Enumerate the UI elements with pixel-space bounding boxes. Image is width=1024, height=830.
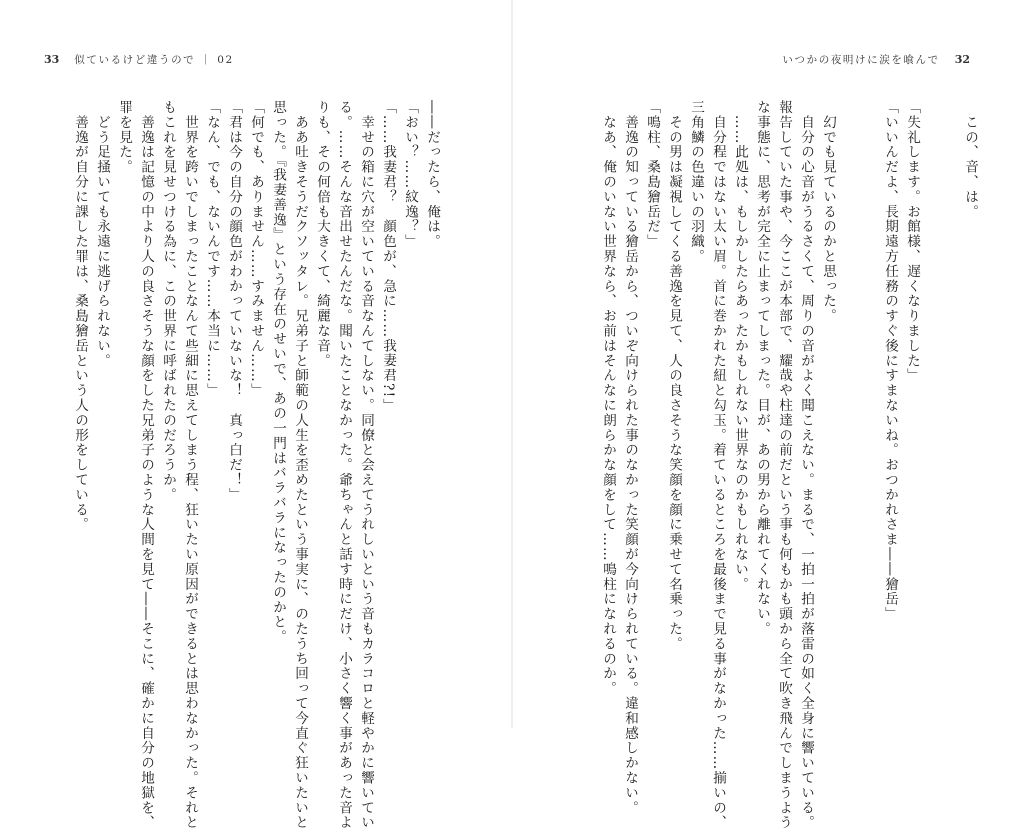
text-column: な事態に、思考が完全に止まってしまった。目が、あの男から離れてくれない。 xyxy=(754,100,770,637)
text-column: 思った。『我妻善逸』という存在のせいで、あの一門はバラバラになったのかと。 xyxy=(270,100,286,645)
text-column: 報告していた事や、今ここが本部で、耀哉や柱達の前だという事も何もかも頭から全て吹き飛んでしまうよう xyxy=(776,100,792,830)
text-column: 「鳴柱、桑島獪岳だ」 xyxy=(644,100,660,249)
text-column: 「……我妻君？ 顔色が、急に……我妻君?!」 xyxy=(380,100,396,414)
text-column: 「失礼します。お館様、遅くなりました」 xyxy=(904,100,920,384)
text-column: もこれを見せつける為に、この世界に呼ばれたのだろうか。 xyxy=(160,100,176,503)
text-column: この、音、は。 xyxy=(962,100,978,220)
text-column: 「いいんだよ、長期遠方任務のすぐ後にすまないね。おつかれさま――獪岳」 xyxy=(882,100,898,622)
text-column: なあ、俺のいない世界なら、お前はそんなに朗らかな顔をして……鳴柱になれるのか。 xyxy=(600,100,616,696)
text-column: ……此処は、もしかしたらあったかもしれない世界なのかもしれない。 xyxy=(732,100,748,592)
text-column: 善逸は記憶の中より人の良さそうな顔をした兄弟子のような人間を見て――そこに、確かに自分の地獄を、 xyxy=(138,100,154,830)
right-running-title: いつかの夜明けに涙を喰んで xyxy=(782,54,940,66)
left-page-header xyxy=(34,52,234,67)
text-column: ――だったら、俺は。 xyxy=(424,100,440,249)
text-column: 幻でも見ているのかと思った。 xyxy=(820,100,836,324)
text-column: 自分程ではない太い眉。首に巻かれた紐と勾玉。着ているところを最後まで見る事がなかった……揃いの、 xyxy=(710,100,726,830)
page-gutter xyxy=(511,0,513,728)
text-column: 「君は今の自分の顔色がわかっていないな！ 真っ白だ！」 xyxy=(226,100,242,503)
left-running-title: 似ているけど違うので ｜ 02 xyxy=(74,54,234,66)
text-column: 「なん、でも、ないんです……本当に……」 xyxy=(204,100,220,398)
text-column: 幸せの箱に穴が空いている音なんてしない。同僚と会えてうれしいという音もカラコロと軽やかに響いてい xyxy=(358,100,374,830)
text-column: 善逸が自分に課した罪は、桑島獪岳という人の形をしている。 xyxy=(72,100,88,533)
right-page-header xyxy=(782,52,980,67)
text-column: ああ吐きそうだクソッタレ。兄弟子と師範の人生を歪めたという事実に、のたうち回って今直ぐ狂いたいと xyxy=(292,100,308,830)
text-column: 自分の心音がうるさくて、周りの音がよく聞こえない。まるで、一拍一拍が落雷の如く全身に響いている。 xyxy=(798,100,814,830)
text-column: 「おい？……紋逸？」 xyxy=(402,100,418,249)
text-column: 世界を跨いでしまったことなんて些細に思えてしまう程、狂いたい原因ができるとは思わなかった。それと xyxy=(182,100,198,830)
text-column: 善逸の知っている獪岳から、ついぞ向けられた事のなかった笑顔が今向けられている。違和感しかない。 xyxy=(622,100,638,816)
text-column: どう足掻いても永遠に逃げられない。 xyxy=(94,100,110,369)
text-column: 三角鱗の色違いの羽織。 xyxy=(688,100,704,264)
text-column: 罪を見た。 xyxy=(116,100,132,175)
text-column: その男は凝視してくる善逸を見て、人の良さそうな笑顔を顔に乗せて名乗った。 xyxy=(666,100,682,652)
text-column: 「何でも、ありません……すみません……」 xyxy=(248,100,264,398)
text-column: る。……そんな音出せたんだな。聞いたことなかった。爺ちゃんと話す時にだけ、小さく響く事があった音よ xyxy=(336,100,352,830)
right-page-number: 32 xyxy=(954,53,970,66)
text-column: りも、その何倍も大きくて、綺麗な音。 xyxy=(314,100,330,369)
left-page-number: 33 xyxy=(44,53,60,66)
